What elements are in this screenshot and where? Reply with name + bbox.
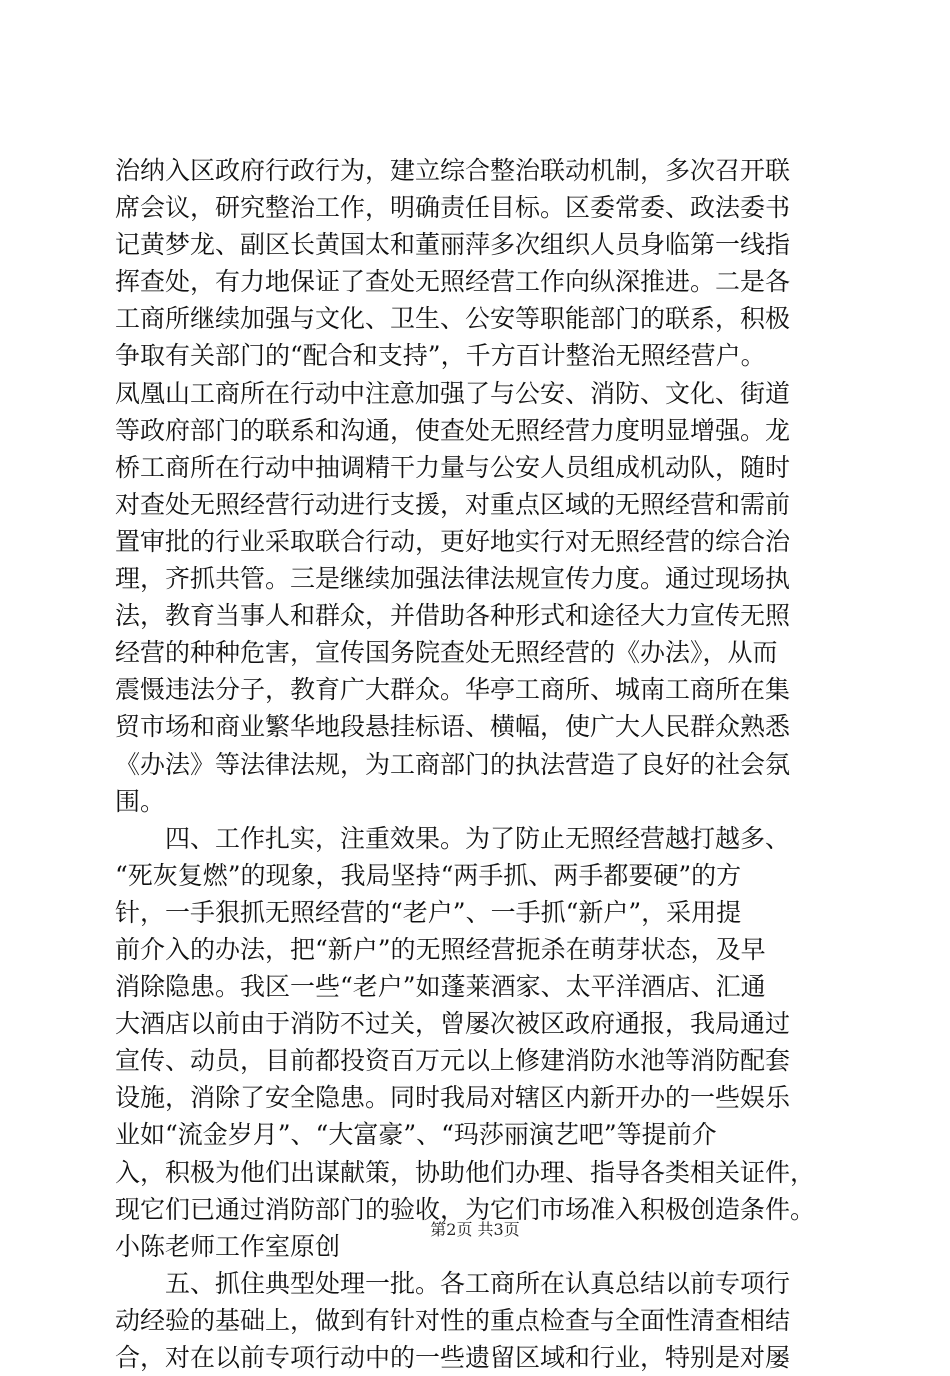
text-line: 工商所继续加强与文化、卫生、公安等职能部门的联系，积极 (115, 304, 791, 334)
text-line: 针，一手狠抓无照经营的“老户”、一手抓“新户”，采用提 (115, 897, 742, 927)
text-line: 等政府部门的联系和沟通，使查处无照经营力度明显增强。龙 (115, 415, 791, 445)
text-line: 挥查处，有力地保证了查处无照经营工作向纵深推进。二是各 (115, 267, 791, 297)
text-line: 四、工作扎实，注重效果。为了防止无照经营越打越多、 (115, 823, 791, 853)
text-line: 治纳入区政府行政行为，建立综合整治联动机制，多次召开联 (115, 156, 791, 185)
text-line: 凤凰山工商所在行动中注意加强了与公安、消防、文化、街道 (115, 378, 791, 408)
text-line: 席会议，研究整治工作，明确责任目标。区委常委、政法委书 (115, 193, 791, 223)
text-line: “死灰复燃”的现象，我局坚持“两手抓、两手都要硬”的方 (115, 860, 742, 890)
text-line: 现它们已通过消防部门的验收，为它们市场准入积极创造条件。 (115, 1194, 816, 1224)
text-line: 设施，消除了安全隐患。同时我局对辖区内新开办的一些娱乐 (115, 1083, 791, 1113)
text-line: 争取有关部门的“配合和支持”，千方百计整治无照经营户。 (115, 341, 766, 371)
page-number-footer: 第2页 共3页 (430, 1220, 520, 1239)
text-line: 理，齐抓共管。三是继续加强法律法规宣传力度。通过现场执 (115, 564, 791, 594)
text-line: 围。 (115, 786, 166, 816)
text-line: 前介入的办法，把“新户”的无照经营扼杀在萌芽状态，及早 (115, 934, 766, 964)
text-line: 入，积极为他们出谋献策，协助他们办理、指导各类相关证件， (115, 1157, 816, 1187)
text-line: 震慑违法分子，教育广大群众。华亭工商所、城南工商所在集 (115, 675, 791, 705)
text-line: 宣传、动员，目前都投资百万元以上修建消防水池等消防配套 (115, 1046, 791, 1076)
text-line: 小陈老师工作室原创 (115, 1231, 341, 1261)
text-line: 经营的种种危害，宣传国务院查处无照经营的《办法》，从而 (115, 638, 778, 668)
text-line: 业如“流金岁月”、“大富豪”、“玛莎丽演艺吧”等提前介 (115, 1120, 717, 1150)
text-line: 合，对在以前专项行动中的一些遗留区域和行业，特别是对屡 (115, 1343, 791, 1372)
text-line: 消除隐患。我区一些“老户”如蓬莱酒家、太平洋酒店、汇通 (115, 972, 766, 1002)
text-line: 五、抓住典型处理一批。各工商所在认真总结以前专项行 (115, 1268, 791, 1298)
text-line: 对查处无照经营行动进行支援，对重点区域的无照经营和需前 (115, 489, 791, 519)
body-text (115, 152, 850, 1376)
text-line: 法，教育当事人和群众，并借助各种形式和途径大力宣传无照 (115, 601, 791, 631)
text-line: 《办法》等法律法规，为工商部门的执法营造了良好的社会氛 (115, 749, 791, 779)
text-line: 置审批的行业采取联合行动，更好地实行对无照经营的综合治 (115, 526, 791, 556)
text-line: 动经验的基础上，做到有针对性的重点检查与全面性清查相结 (115, 1305, 791, 1335)
text-line: 大酒店以前由于消防不过关，曾屡次被区政府通报，我局通过 (115, 1009, 791, 1039)
text-line: 桥工商所在行动中抽调精干力量与公安人员组成机动队，随时 (115, 452, 791, 482)
text-line: 记黄梦龙、副区长黄国太和董丽萍多次组织人员身临第一线指 (115, 230, 791, 260)
text-line: 贸市场和商业繁华地段悬挂标语、横幅，使广大人民群众熟悉 (115, 712, 791, 742)
